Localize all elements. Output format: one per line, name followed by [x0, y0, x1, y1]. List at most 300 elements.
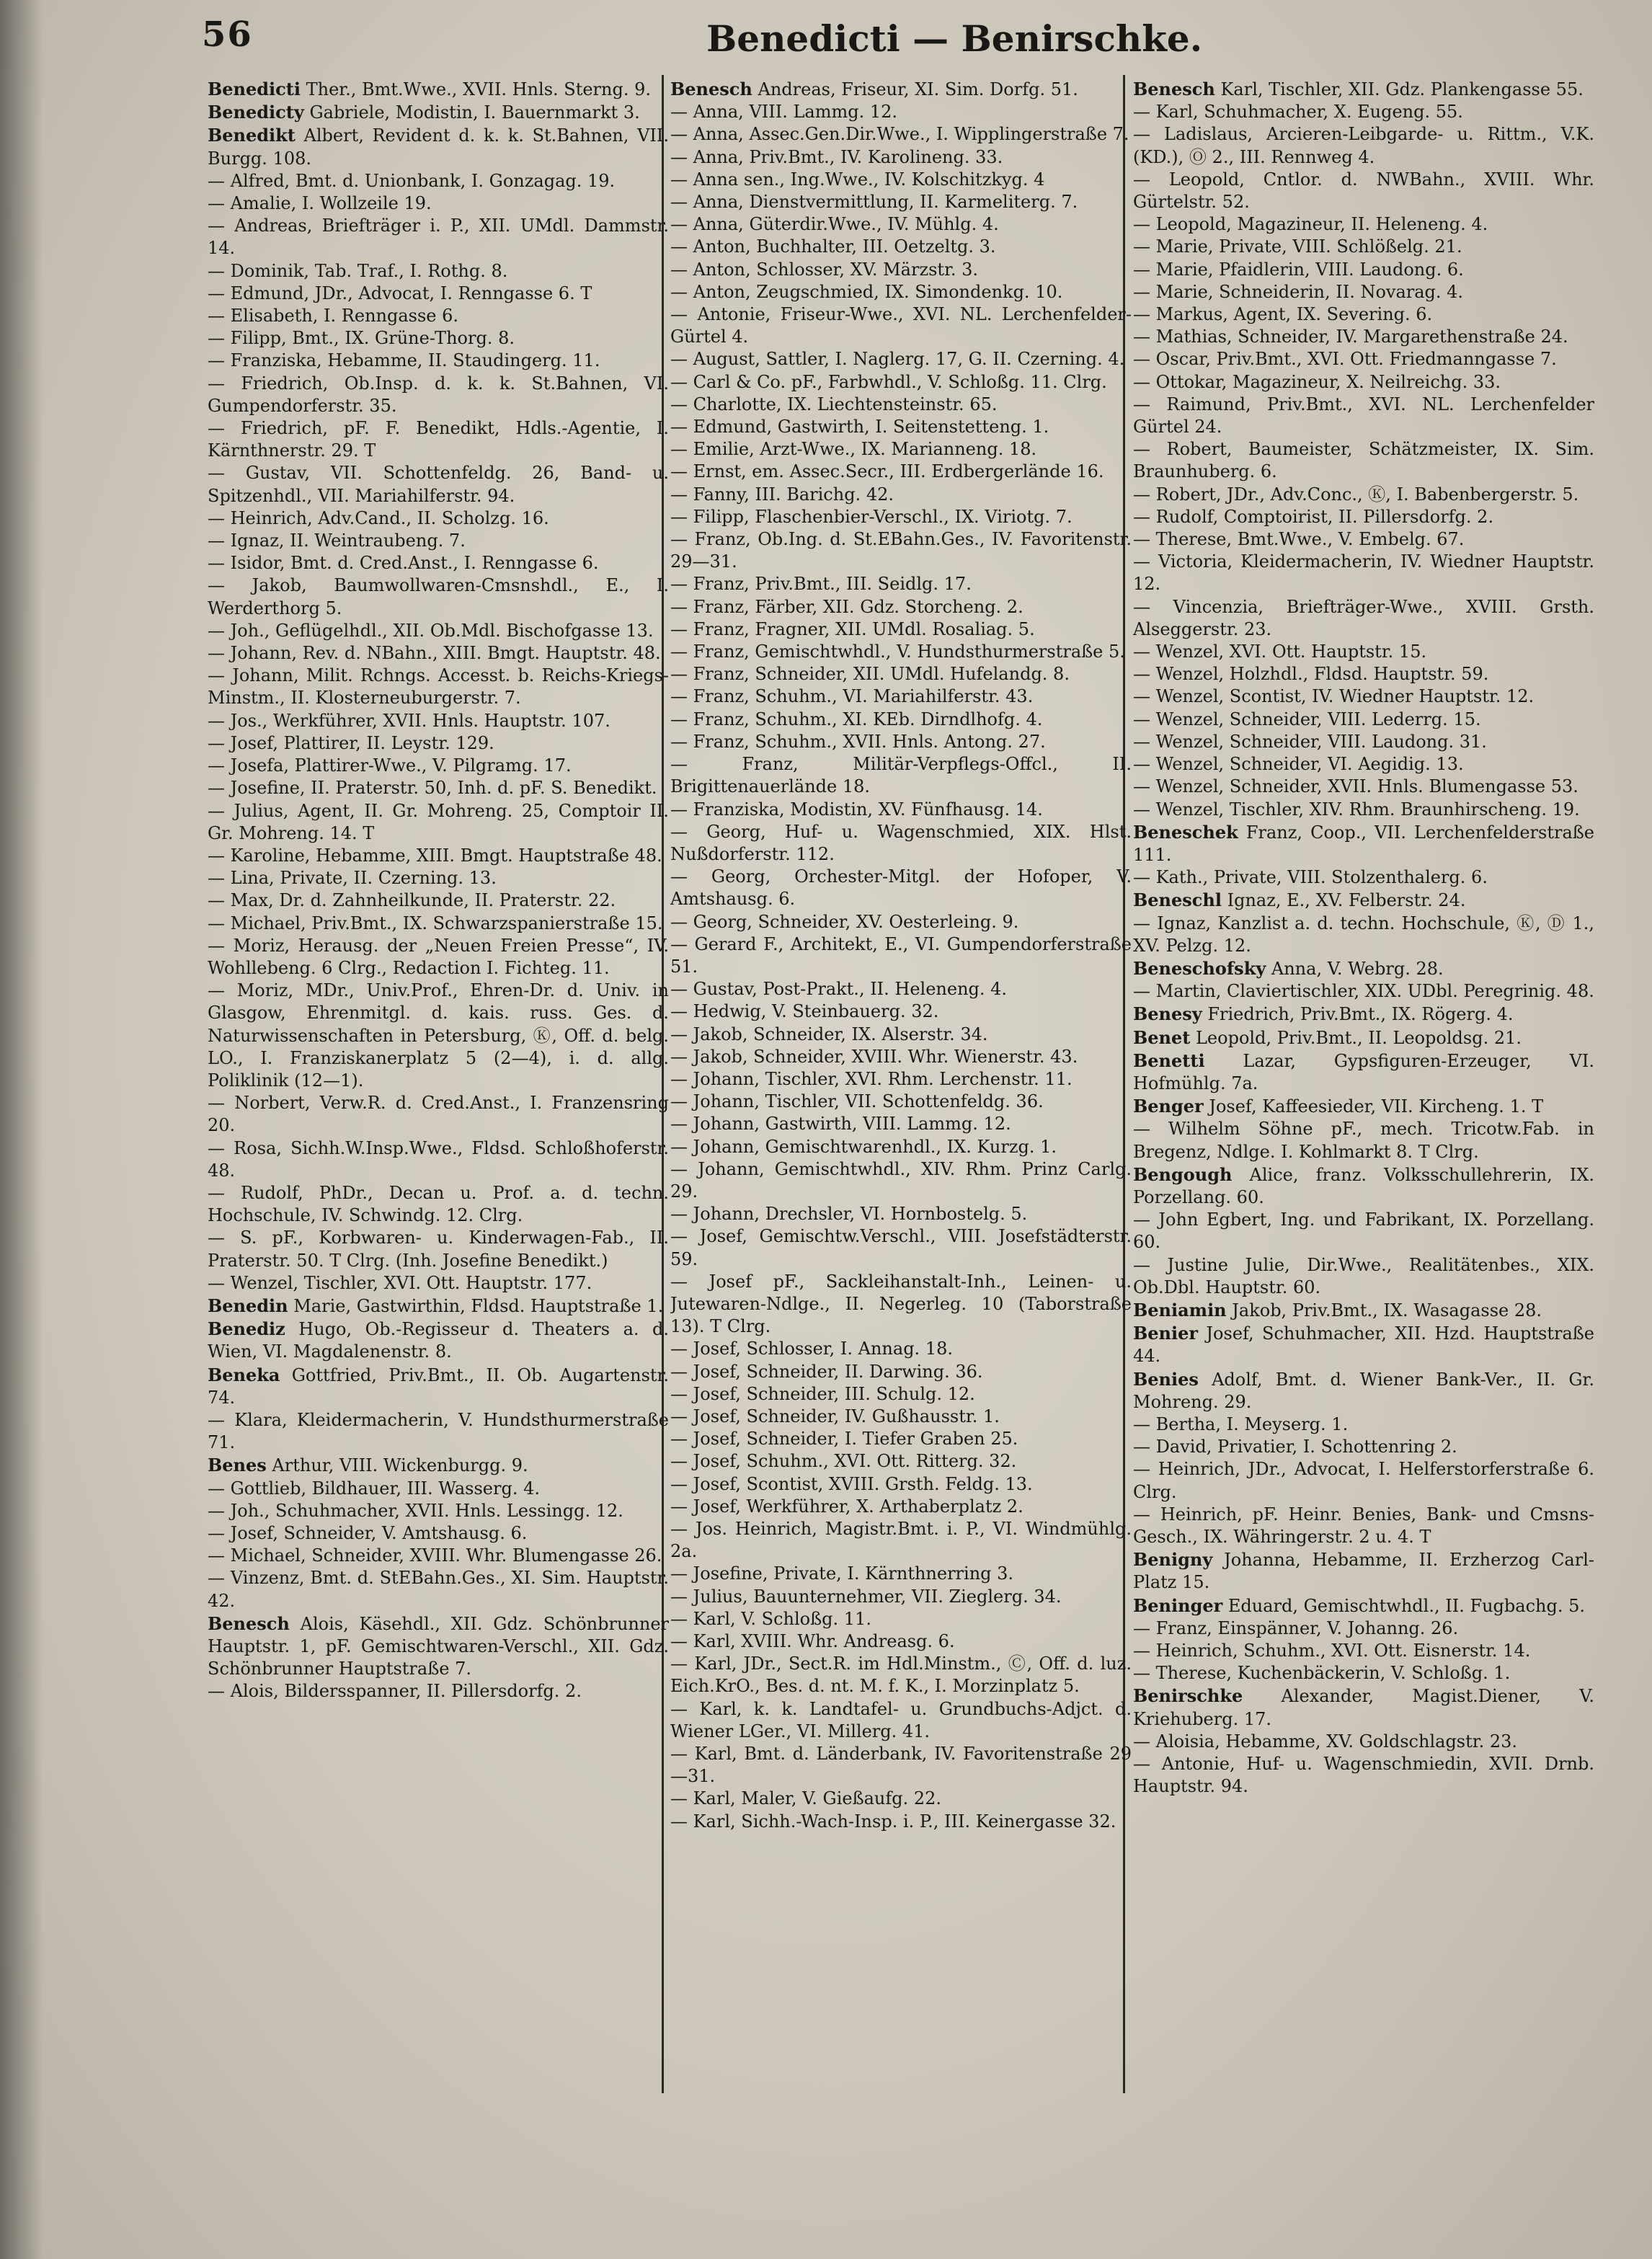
- entry-text: — Anna, VIII. Lammg. 12.: [670, 102, 898, 123]
- entry-text: — Vincenzia, Briefträger-Wwe., XVIII. Grsth. Alseggerstr. 23.: [1133, 596, 1594, 639]
- directory-entry: [208, 620, 669, 642]
- entry-text: — Jakob, Baumwollwaren-Cmsnshdl., E., I. Werderthorg 5.: [208, 575, 669, 618]
- entry-text: — Marie, Private, VIII. Schlößelg. 21.: [1133, 236, 1462, 257]
- entry-surname: Benesch: [670, 79, 752, 99]
- entry-surname: Bengough: [1133, 1163, 1233, 1185]
- directory-entry: [208, 462, 669, 507]
- entry-text: Friedrich, Priv.Bmt., IX. Rögerg. 4.: [1202, 1004, 1514, 1025]
- directory-entry: [208, 1545, 669, 1567]
- entry-text: Ignaz, E., XV. Felberstr. 24.: [1221, 890, 1466, 911]
- entry-text: — Franziska, Hebamme, II. Staudingerg. 11.: [208, 350, 600, 371]
- directory-entry: [670, 1361, 1132, 1383]
- entry-text: — Markus, Agent, IX. Severing. 6.: [1133, 304, 1433, 325]
- entry-text: — Johann, Tischler, VII. Schottenfeldg. 36.: [670, 1091, 1044, 1112]
- directory-entry: [1133, 123, 1594, 168]
- directory-entry: [670, 618, 1132, 641]
- entry-text: — Julius, Agent, II. Gr. Mohreng. 25, Comptoir II. Gr. Mohreng. 14. T: [208, 800, 669, 843]
- directory-entry: [208, 1680, 669, 1703]
- entry-surname: Beneschl: [1133, 889, 1222, 911]
- entry-text: Hugo, Ob.-Regisseur d. Theaters a. d. Wien, VI. Magdalenenstr. 8.: [208, 1319, 669, 1362]
- entry-text: — Charlotte, IX. Liechtensteinstr. 65.: [670, 394, 998, 414]
- entry-text: — Mathias, Schneider, IV. Margarethenstraße 24.: [1133, 327, 1568, 347]
- entry-surname: Benesch: [208, 1612, 290, 1634]
- entry-text: — Josef, Gemischtw.Verschl., VIII. Josefstädterstr. 59.: [670, 1226, 1132, 1269]
- directory-entry: [670, 1225, 1132, 1270]
- entry-text: — Anna sen., Ing.Wwe., IV. Kolschitzkyg. 4: [670, 169, 1045, 190]
- directory-entry: [208, 642, 669, 665]
- directory-entry: [208, 1409, 669, 1454]
- entry-text: — Wenzel, Schneider, XVII. Hnls. Blumengasse 53.: [1133, 776, 1578, 797]
- entry-text: — Gottlieb, Bildhauer, III. Wasserg. 4.: [208, 1478, 541, 1499]
- directory-entry: [670, 1450, 1132, 1473]
- entry-text: — Wenzel, Holzhdl., Fldsd. Hauptstr. 59.: [1133, 664, 1489, 685]
- entry-surname: Benetti: [1133, 1049, 1205, 1071]
- entry-text: — Marie, Pfaidlerin, VIII. Laudong. 6.: [1133, 259, 1464, 280]
- entry-text: — Jakob, Schneider, XVIII. Whr. Wienerstr. 43.: [670, 1046, 1078, 1067]
- directory-entry: [208, 283, 669, 305]
- directory-entry: [1133, 281, 1594, 303]
- directory-entry: [208, 78, 669, 101]
- entry-text: — Max, Dr. d. Zahnheilkunde, II. Praterstr. 22.: [208, 890, 616, 911]
- directory-entry: [670, 1518, 1132, 1563]
- page-number: 56: [202, 14, 253, 55]
- entry-text: — Josefine, Private, I. Kärnthnerring 3.: [670, 1563, 1014, 1584]
- directory-entry: [208, 260, 669, 283]
- directory-entry: [208, 913, 669, 935]
- directory-entry: [1133, 1322, 1594, 1367]
- entry-text: — Heinrich, Schuhm., XVI. Ott. Eisnerstr. 14.: [1133, 1641, 1531, 1661]
- entry-surname: Benger: [1133, 1096, 1204, 1117]
- entry-text: Gottfried, Priv.Bmt., II. Ob. Augartenstr. 74.: [208, 1364, 669, 1408]
- entry-text: — Filipp, Flaschenbier-Verschl., IX. Viriotg. 7.: [670, 506, 1073, 527]
- directory-entry: [208, 755, 669, 777]
- directory-entry: [670, 753, 1132, 798]
- directory-entry: [670, 506, 1132, 528]
- directory-entry: [208, 1227, 669, 1271]
- entry-surname: Benedin: [208, 1295, 288, 1316]
- entry-text: — Therese, Bmt.Wwe., V. Embelg. 67.: [1133, 529, 1465, 550]
- entry-text: — Joh., Schuhmacher, XVII. Hnls. Lessingg. 12.: [208, 1500, 623, 1521]
- entry-text: — Gustav, VII. Schottenfeldg. 26, Band- u. Spitzenhdl., VII. Mariahilferstr. 94.: [208, 463, 669, 506]
- entry-text: — Johann, Gastwirth, VIII. Lammg. 12.: [670, 1114, 1011, 1135]
- directory-entry: [208, 665, 669, 709]
- directory-entry: [670, 1113, 1132, 1135]
- entry-text: — Raimund, Priv.Bmt., XVI. NL. Lerchenfelder Gürtel 24.: [1133, 394, 1594, 438]
- entry-text: — Georg, Orchester-Mitgl. der Hofoper, V. Amtshausg. 6.: [670, 866, 1132, 910]
- entry-text: — Klara, Kleidermacherin, V. Hundsthurmerstraße 71.: [208, 1409, 669, 1453]
- directory-entry: [670, 303, 1132, 348]
- directory-entry: [1133, 236, 1594, 258]
- entry-text: — Alois, Bildersspanner, II. Pillersdorfg. 2.: [208, 1681, 582, 1702]
- directory-entry: [1133, 1640, 1594, 1662]
- entry-text: Albert, Revident d. k. k. St.Bahnen, VII. Burgg. 108.: [208, 125, 669, 169]
- directory-entry: [1133, 913, 1594, 957]
- entry-text: — Franz, Fragner, XII. UMdl. Rosaliag. 5.: [670, 618, 1035, 639]
- entry-text: Josef, Schuhmacher, XII. Hzd. Hauptstraße 44.: [1133, 1323, 1594, 1367]
- directory-entry: [670, 281, 1132, 303]
- directory-entry: [208, 350, 669, 372]
- directory-entry: [1133, 259, 1594, 281]
- directory-entry: [1133, 303, 1594, 326]
- directory-entry: [670, 821, 1132, 866]
- directory-entry: [208, 1612, 669, 1681]
- entry-text: — Josef, Schneider, V. Amtshausg. 6.: [208, 1523, 528, 1543]
- entry-text: — Edmund, Gastwirth, I. Seitenstetteng. 1.: [670, 417, 1049, 438]
- entry-text: — Anna, Dienstvermittlung, II. Karmeliterg. 7.: [670, 192, 1078, 213]
- directory-entry: [1133, 1436, 1594, 1458]
- directory-entry: [670, 1586, 1132, 1608]
- entry-surname: Benesy: [1133, 1003, 1202, 1025]
- entry-text: Karl, Tischler, XII. Gdz. Plankengasse 55.: [1214, 79, 1584, 99]
- directory-entry: [1133, 685, 1594, 708]
- entry-text: Josef, Kaffeesieder, VII. Kircheng. 1. T: [1203, 1096, 1544, 1117]
- entry-text: — Gerard F., Architekt, E., VI. Gumpendorferstraße 51.: [670, 933, 1132, 977]
- entry-text: — Julius, Bauunternehmer, VII. Zieglerg. 34.: [670, 1586, 1062, 1607]
- directory-entry: [670, 461, 1132, 483]
- entry-surname: Benedicty: [208, 102, 304, 123]
- entry-text: — Ladislaus, Arcieren-Leibgarde- u. Rittm., V.K. (KD.), Ⓞ 2., III. Rennweg 4.: [1133, 124, 1594, 167]
- entry-text: — Johann, Gemischtwarenhdl., IX. Kurzg. 1.: [670, 1136, 1057, 1157]
- entry-text: — Rudolf, Comptoirist, II. Pillersdorfg. 2.: [1133, 506, 1494, 527]
- directory-entry: [1133, 1163, 1594, 1209]
- entry-text: — Karl, Schuhmacher, X. Eugeng. 55.: [1133, 102, 1463, 123]
- directory-entry: [1133, 1753, 1594, 1798]
- directory-entry: [1133, 528, 1594, 551]
- directory-column-2: [670, 78, 1132, 2211]
- directory-entry: [208, 327, 669, 350]
- entry-text: — Jos. Heinrich, Magistr.Bmt. i. P., VI. Windmühlg. 2a.: [670, 1519, 1132, 1562]
- entry-text: — Franz, Schuhm., XI. KEb. Dirndlhofg. 4.: [670, 709, 1043, 729]
- entry-surname: Beneka: [208, 1364, 280, 1385]
- directory-entry: [670, 799, 1132, 821]
- directory-entry: [208, 1295, 669, 1318]
- entry-text: — Josef, Schlosser, I. Annag. 18.: [670, 1339, 953, 1359]
- directory-entry: [1133, 1662, 1594, 1685]
- entry-text: — Karl, JDr., Sect.R. im Hdl.Minstm., Ⓒ, Off. d. luz. Eich.KrO., Bes. d. nt. M. f. K., I. Morzinplatz 5.: [670, 1654, 1132, 1697]
- entry-text: — Karl, Bmt. d. Länderbank, IV. Favoritenstraße 29—31.: [670, 1744, 1132, 1787]
- directory-entry: [670, 236, 1132, 258]
- directory-entry: [670, 1136, 1132, 1158]
- directory-entry: [208, 1522, 669, 1545]
- entry-text: — Marie, Schneiderin, II. Novarag. 4.: [1133, 281, 1464, 302]
- entry-text: Alois, Käsehdl., XII. Gdz. Schönbrunner Hauptstr. 1, pF. Gemischtwaren-Verschl., XII. Gdz. Schönbrunner Hauptstraße 7.: [208, 1613, 669, 1679]
- entry-text: — Franz, Färber, XII. Gdz. Storcheng. 2.: [670, 596, 1023, 617]
- directory-entry: [208, 980, 669, 1092]
- entry-text: — Anton, Schlosser, XV. Märzstr. 3.: [670, 259, 979, 280]
- directory-entry: [208, 1364, 669, 1409]
- directory-entry: [670, 1653, 1132, 1697]
- directory-entry: [670, 1811, 1132, 1833]
- entry-text: — Anton, Zeugschmied, IX. Simondenkg. 10.: [670, 281, 1063, 302]
- entry-text: — Leopold, Magazineur, II. Heleneng. 4.: [1133, 214, 1488, 235]
- entry-text: — Josefa, Plattirer-Wwe., V. Pilgramg. 17.: [208, 755, 572, 776]
- entry-surname: Beninger: [1133, 1594, 1223, 1616]
- directory-entry: [1133, 889, 1594, 912]
- directory-entry: [1133, 1617, 1594, 1640]
- entry-text: — Heinrich, Adv.Cand., II. Scholzg. 16.: [208, 507, 549, 528]
- entry-text: — Joh., Geflügelhdl., XII. Ob.Mdl. Bischofgasse 13.: [208, 620, 654, 641]
- entry-text: — Franz, Schuhm., VI. Mariahilferstr. 43.: [670, 686, 1034, 707]
- directory-entry: [1133, 1548, 1594, 1594]
- entry-text: — Franz, Militär-Verpflegs-Offcl., II. Brigittenauerlände 18.: [670, 754, 1132, 797]
- entry-text: — Friedrich, Ob.Insp. d. k. k. St.Bahnen, VI. Gumpendorferstr. 35.: [208, 373, 669, 416]
- directory-entry: [1133, 1458, 1594, 1503]
- entry-surname: Beniamin: [1133, 1299, 1227, 1321]
- entry-text: — Martin, Claviertischler, XIX. UDbl. Peregrinig. 48.: [1133, 981, 1594, 1002]
- entry-text: — Victoria, Kleidermacherin, IV. Wiedner Hauptstr. 12.: [1133, 551, 1594, 595]
- directory-entry: [670, 78, 1132, 101]
- directory-entry: [208, 777, 669, 799]
- entry-text: — Josef pF., Sackleihanstalt-Inh., Leinen- u. Jutewaren-Ndlge., II. Negerleg. 10 (Taborstraße 13). T Clrg.: [670, 1271, 1132, 1337]
- entry-text: — Wenzel, XVI. Ott. Hauptstr. 15.: [1133, 642, 1427, 662]
- directory-entry: [208, 1478, 669, 1500]
- directory-entry: [208, 192, 669, 215]
- entry-text: — Josef, Schneider, I. Tiefer Graben 25.: [670, 1429, 1018, 1450]
- entry-text: Leopold, Priv.Bmt., II. Leopoldsg. 21.: [1190, 1027, 1522, 1048]
- directory-entry: [1133, 78, 1594, 101]
- entry-text: — Heinrich, JDr., Advocat, I. Helferstorferstraße 6. Clrg.: [1133, 1459, 1594, 1502]
- entry-text: Johanna, Hebamme, II. Erzherzog Carl-Platz 15.: [1133, 1550, 1594, 1593]
- entry-text: — Dominik, Tab. Traf., I. Rothg. 8.: [208, 260, 508, 281]
- entry-text: — Norbert, Verw.R. d. Cred.Anst., I. Franzensring 20.: [208, 1093, 669, 1136]
- directory-entry: [1133, 169, 1594, 213]
- directory-entry: [1133, 438, 1594, 483]
- directory-entry: [1133, 484, 1594, 506]
- entry-text: Lazar, Gypsfiguren-Erzeuger, VI. Hofmühlg. 7a.: [1133, 1050, 1594, 1093]
- entry-text: — Moriz, Herausg. der „Neuen Freien Presse“, IV. Wohllebeng. 6 Clrg., Redaction I. Fichteg. 11.: [208, 935, 669, 978]
- entry-text: — Franz, Schneider, XII. UMdl. Hufelandg. 8.: [670, 664, 1070, 685]
- directory-entry: [1133, 394, 1594, 438]
- entry-text: — Amalie, I. Wollzeile 19.: [208, 193, 432, 214]
- entry-text: — Hedwig, V. Steinbauerg. 32.: [670, 1001, 939, 1022]
- directory-entry: [670, 641, 1132, 663]
- entry-surname: Beneschek: [1133, 821, 1238, 843]
- directory-entry: [1133, 663, 1594, 685]
- entry-text: — Isidor, Bmt. d. Cred.Anst., I. Renngasse 6.: [208, 553, 599, 574]
- entry-text: Marie, Gastwirthin, Fldsd. Hauptstraße 1.: [288, 1295, 664, 1316]
- entry-surname: Benedicti: [208, 79, 301, 99]
- directory-entry: [1133, 776, 1594, 798]
- directory-entry: [1133, 709, 1594, 731]
- entry-text: — Georg, Schneider, XV. Oesterleing. 9.: [670, 911, 1019, 932]
- entry-surname: Benediz: [208, 1318, 285, 1340]
- entry-text: — Alfred, Bmt. d. Unionbank, I. Gonzagag. 19.: [208, 170, 616, 191]
- entry-text: — Franz, Schuhm., XVII. Hnls. Antong. 27.: [670, 731, 1046, 752]
- entry-text: — Justine Julie, Dir.Wwe., Realitätenbes., XIX. Ob.Dbl. Hauptstr. 60.: [1133, 1254, 1594, 1297]
- entry-surname: Benier: [1133, 1323, 1199, 1344]
- page-header: [202, 7, 1427, 72]
- entry-text: — Anna, Güterdir.Wwe., IV. Mühlg. 4.: [670, 214, 999, 235]
- entry-text: — Therese, Kuchenbäckerin, V. Schloßg. 1.: [1133, 1663, 1511, 1684]
- directory-entry: [670, 1383, 1132, 1406]
- entry-text: — S. pF., Korbwaren- u. Kinderwagen-Fab., II. Praterstr. 50. T Clrg. (Inh. Josefine Benedikt.): [208, 1228, 669, 1271]
- entry-text: — Johann, Rev. d. NBahn., XIII. Bmgt. Hauptstr. 48.: [208, 643, 661, 664]
- entry-surname: Beneschofsky: [1133, 957, 1266, 979]
- directory-entry: [208, 845, 669, 867]
- entry-text: — Johann, Milit. Rchngs. Accesst. b. Reichs-Kriegs-Minstm., II. Klosterneuburgerstr. 7.: [208, 665, 669, 709]
- entry-text: — Karl, Sichh.-Wach-Insp. i. P., III. Keinergasse 32.: [670, 1811, 1116, 1832]
- directory-entry: [1133, 866, 1594, 889]
- directory-entry: [670, 438, 1132, 461]
- directory-entry: [1133, 1368, 1594, 1413]
- directory-entry: [1133, 1118, 1594, 1163]
- entry-text: — Josef, Schneider, III. Schulg. 12.: [670, 1383, 975, 1404]
- entry-text: — Wenzel, Tischler, XVI. Ott. Hauptstr. 177.: [208, 1272, 592, 1293]
- directory-entry: [1133, 980, 1594, 1003]
- entry-text: — Aloisia, Hebamme, XV. Goldschlagstr. 23.: [1133, 1731, 1518, 1752]
- directory-entry: [1133, 596, 1594, 641]
- directory-entry: [208, 507, 669, 530]
- directory-entry: [670, 348, 1132, 370]
- directory-entry: [208, 1567, 669, 1612]
- directory-entry: [670, 663, 1132, 685]
- directory-entry: [1133, 1504, 1594, 1548]
- entry-text: — Josef, Scontist, XVIII. Grsth. Feldg. 13.: [670, 1473, 1033, 1494]
- entry-text: — Josefine, II. Praterstr. 50, Inh. d. pF. S. Benedikt.: [208, 778, 657, 799]
- entry-text: Alexander, Magist.Diener, V. Kriehuberg. 17.: [1133, 1686, 1594, 1729]
- directory-entry: [208, 574, 669, 619]
- entry-text: — Josef, Plattirer, II. Leystr. 129.: [208, 732, 494, 753]
- entry-text: — Karl, V. Schloßg. 11.: [670, 1608, 871, 1629]
- directory-entry: [670, 1473, 1132, 1496]
- entry-text: Eduard, Gemischtwhdl., II. Fugbachg. 5.: [1222, 1595, 1586, 1616]
- directory-entry: [1133, 957, 1594, 980]
- directory-entry: [208, 215, 669, 259]
- directory-entry: [208, 1500, 669, 1522]
- entry-text: — Karoline, Hebamme, XIII. Bmgt. Hauptstraße 48.: [208, 845, 662, 866]
- directory-entry: [670, 1024, 1132, 1046]
- entry-text: — Josef, Schuhm., XVI. Ott. Ritterg. 32.: [670, 1451, 1017, 1472]
- directory-entry: [670, 169, 1132, 191]
- directory-entry: [670, 371, 1132, 394]
- directory-entry: [208, 170, 669, 192]
- directory-entry: [670, 1563, 1132, 1585]
- entry-text: Arthur, VIII. Wickenburgg. 9.: [266, 1455, 528, 1476]
- entry-text: — David, Privatier, I. Schottenring 2.: [1133, 1437, 1457, 1457]
- entry-text: — John Egbert, Ing. und Fabrikant, IX. Porzellang. 60.: [1133, 1210, 1594, 1253]
- entry-text: — Michael, Priv.Bmt., IX. Schwarzspanierstraße 15.: [208, 913, 663, 933]
- directory-entry: [670, 1203, 1132, 1225]
- entry-text: — Antonie, Huf- u. Wagenschmiedin, XVII. Drnb. Hauptstr. 94.: [1133, 1754, 1594, 1797]
- entry-text: — Karl, Maler, V. Gießaufg. 22.: [670, 1788, 942, 1809]
- entry-text: — Josef, Werkführer, X. Arthaberplatz 2.: [670, 1496, 1023, 1517]
- entry-text: — August, Sattler, I. Naglerg. 17, G. II. Czerning. 4.: [670, 349, 1125, 370]
- directory-entry: [670, 911, 1132, 933]
- entry-text: — Rudolf, PhDr., Decan u. Prof. a. d. techn. Hochschule, IV. Schwindg. 12. Clrg.: [208, 1182, 669, 1226]
- entry-text: — Fanny, III. Barichg. 42.: [670, 484, 894, 505]
- directory-entry: [670, 685, 1132, 708]
- entry-text: Gabriele, Modistin, I. Bauernmarkt 3.: [303, 102, 640, 123]
- entry-text: — Josef, Schneider, IV. Gußhausstr. 1.: [670, 1406, 1000, 1426]
- directory-entry: [670, 484, 1132, 506]
- directory-entry: [1133, 1254, 1594, 1299]
- directory-entry: [670, 528, 1132, 573]
- entry-text: — Edmund, JDr., Advocat, I. Renngasse 6. T: [208, 283, 592, 303]
- entry-text: — Wenzel, Schneider, VI. Aegidig. 13.: [1133, 754, 1464, 775]
- entry-text: — Johann, Gemischtwhdl., XIV. Rhm. Prinz Carlg. 29.: [670, 1158, 1132, 1202]
- directory-entry: [1133, 213, 1594, 236]
- directory-entry: [1133, 1413, 1594, 1436]
- directory-entry: [670, 1743, 1132, 1788]
- entry-text: Ther., Bmt.Wwe., XVII. Hnls. Sterng. 9.: [301, 79, 651, 99]
- entry-surname: Benirschke: [1133, 1685, 1243, 1707]
- directory-entry: [1133, 1095, 1594, 1118]
- directory-entry: [670, 191, 1132, 213]
- entry-text: — Elisabeth, I. Renngasse 6.: [208, 306, 459, 327]
- directory-entry: [670, 1158, 1132, 1203]
- entry-text: — Franz, Ob.Ing. d. St.EBahn.Ges., IV. Favoritenstr. 29—31.: [670, 529, 1132, 572]
- entry-text: — Ernst, em. Assec.Secr., III. Erdbergerlände 16.: [670, 461, 1104, 482]
- entry-text: — Antonie, Friseur-Wwe., XVI. NL. Lerchenfelder-Gürtel 4.: [670, 304, 1132, 347]
- directory-entry: [670, 123, 1132, 146]
- directory-entry: [670, 933, 1132, 978]
- directory-entry: [670, 1608, 1132, 1630]
- entry-text: — Ignaz, II. Weintraubeng. 7.: [208, 531, 466, 551]
- directory-entry: [670, 573, 1132, 595]
- running-head: Benedicti — Benirschke.: [706, 17, 1203, 60]
- directory-entry: [670, 1428, 1132, 1450]
- directory-entry: [1133, 1299, 1594, 1322]
- directory-entry: [208, 732, 669, 755]
- directory-entry: [1133, 101, 1594, 123]
- directory-entry: [1133, 821, 1594, 866]
- entry-text: — Jos., Werkführer, XVII. Hnls. Hauptstr. 107.: [208, 710, 610, 731]
- directory-entry: [1133, 1049, 1594, 1095]
- directory-column-3: [1133, 78, 1594, 2211]
- entry-text: — Georg, Huf- u. Wagenschmied, XIX. Hlst. Nußdorferstr. 112.: [670, 821, 1132, 864]
- entry-text: — Johann, Drechsler, VI. Hornbostelg. 5.: [670, 1204, 1028, 1225]
- entry-text: — Bertha, I. Meyserg. 1.: [1133, 1413, 1349, 1434]
- directory-entry: [208, 867, 669, 889]
- directory-entry: [208, 417, 669, 462]
- directory-entry: [208, 305, 669, 327]
- directory-entry: [670, 394, 1132, 416]
- entry-text: — Franz, Priv.Bmt., III. Seidlg. 17.: [670, 574, 972, 595]
- entry-surname: Benigny: [1133, 1549, 1213, 1571]
- directory-entry: [670, 731, 1132, 753]
- directory-entry: [208, 935, 669, 980]
- directory-entry: [670, 146, 1132, 169]
- directory-entry: [1133, 551, 1594, 595]
- entry-text: — Carl & Co. pF., Farbwhdl., V. Schloßg. 11. Clrg.: [670, 371, 1107, 392]
- directory-entry: [670, 259, 1132, 281]
- entry-text: — Leopold, Cntlor. d. NWBahn., XVIII. Whr. Gürtelstr. 52.: [1133, 169, 1594, 213]
- directory-entry: [670, 866, 1132, 910]
- directory-entry: [208, 710, 669, 732]
- entry-surname: Benes: [208, 1455, 267, 1476]
- directory-entry: [670, 1338, 1132, 1360]
- directory-entry: [208, 800, 669, 845]
- directory-entry: [208, 1454, 669, 1477]
- directory-entry: [1133, 371, 1594, 394]
- entry-text: — Heinrich, pF. Heinr. Benies, Bank- und Cmsns-Gesch., IX. Währingerstr. 2 u. 4. T: [1133, 1504, 1594, 1547]
- entry-text: — Franziska, Modistin, XV. Fünfhausg. 14.: [670, 799, 1043, 820]
- directory-entry: [670, 978, 1132, 1000]
- entry-text: — Vinzenz, Bmt. d. StEBahn.Ges., XI. Sim. Hauptstr. 42.: [208, 1568, 669, 1611]
- entry-text: — Robert, Baumeister, Schätzmeister, IX. Sim. Braunhuberg. 6.: [1133, 439, 1594, 482]
- directory-entry: [208, 101, 669, 124]
- directory-entry: [1133, 1209, 1594, 1253]
- directory-entry: [208, 1137, 669, 1182]
- directory-entry: [208, 889, 669, 912]
- directory-entry: [670, 416, 1132, 438]
- entry-text: — Ignaz, Kanzlist a. d. techn. Hochschule, Ⓚ, Ⓓ 1., XV. Pelzg. 12.: [1133, 913, 1594, 956]
- entry-text: — Wilhelm Söhne pF., mech. Tricotw.Fab. in Bregenz, Ndlge. I. Kohlmarkt 8. T Clrg.: [1133, 1119, 1594, 1162]
- entry-text: — Michael, Schneider, XVIII. Whr. Blumengasse 26.: [208, 1545, 662, 1566]
- entry-text: — Wenzel, Tischler, XIV. Rhm. Braunhirscheng. 19.: [1133, 799, 1580, 820]
- entry-text: Franz, Coop., VII. Lerchenfelderstraße 111.: [1133, 822, 1594, 865]
- entry-text: — Gustav, Post-Prakt., II. Heleneng. 4.: [670, 979, 1008, 1000]
